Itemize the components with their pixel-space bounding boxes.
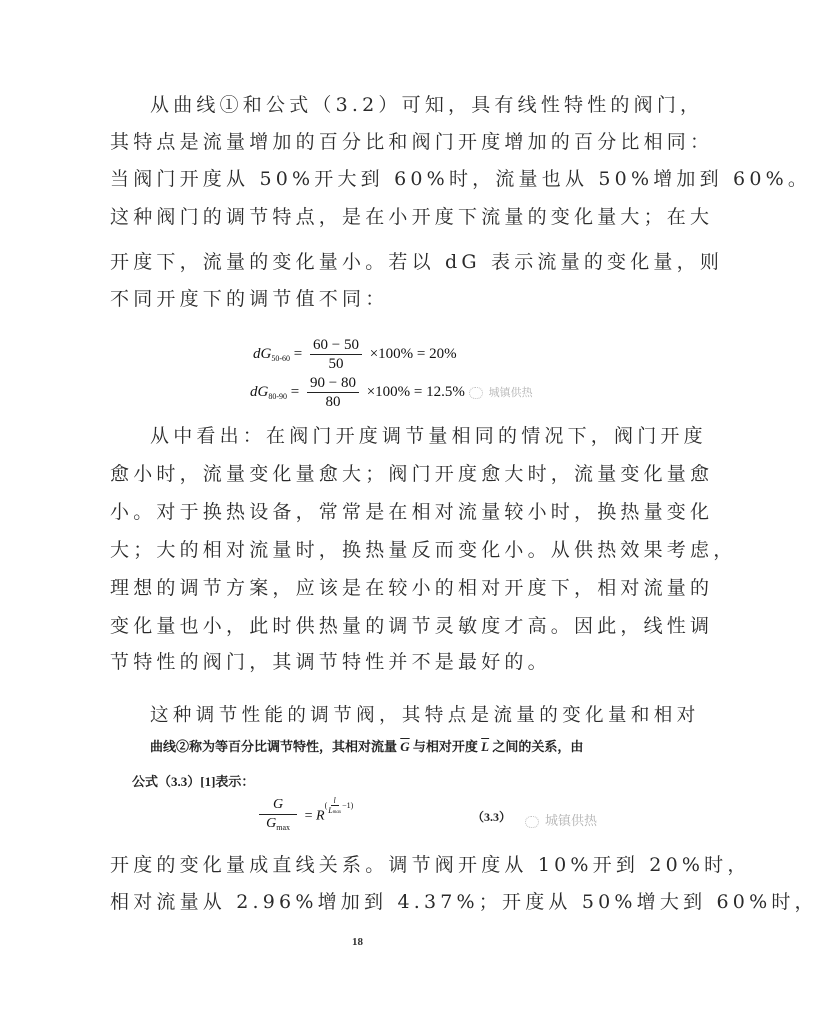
paragraph2-line-7: 节特性的阀门，其调节特性并不是最好的。 bbox=[110, 651, 551, 673]
paragraph1-line-3: 当阀门开度从 50%开大到 60%时，流量也从 50%增加到 60%。 bbox=[110, 168, 812, 190]
equation-number: （3.3） bbox=[472, 810, 512, 824]
paragraph3-line-3: 相对流量从 2.96%增加到 4.37%；开度从 50%增大到 60%时， bbox=[110, 891, 818, 913]
fraction-numerator: 60 − 50 bbox=[310, 336, 362, 355]
equals-sign: = bbox=[304, 808, 313, 824]
paragraph3-line-2: 开度的变化量成直线关系。调节阀开度从 10%开到 20%时， bbox=[110, 854, 751, 876]
formula-subscript: 50-60 bbox=[271, 353, 291, 363]
paragraph2-line-5: 理想的调节方案，应该是在较小的相对开度下，相对流量的 bbox=[110, 577, 714, 599]
fraction-denominator: $G_{max}$ bbox=[266, 816, 291, 832]
wechat-icon bbox=[525, 816, 539, 828]
formula-result: ×100% = 12.5% bbox=[366, 383, 465, 400]
paragraph1-line-2: 其特点是流量增加的百分比和阀门开度增加的百分比相同： bbox=[110, 131, 714, 153]
formula-subscript: 80-90 bbox=[268, 391, 288, 401]
paragraph2-line-1: 从中看出：在阀门开度调节量相同的情况下，阀门开度 bbox=[150, 425, 707, 447]
paragraph1-line-5: 开度下，流量的变化量小。若以 dG 表示流量的变化量，则 bbox=[110, 251, 724, 273]
paragraph2-line-6: 变化量也小，此时供热量的调节灵敏度才高。因此，线性调 bbox=[110, 615, 714, 637]
fraction-numerator: G bbox=[259, 796, 297, 815]
paragraph1-line-4: 这种阀门的调节特点，是在小开度下流量的变化量大；在大 bbox=[110, 206, 714, 228]
fraction-denominator: 80 bbox=[325, 394, 341, 410]
formula-lhs: dG bbox=[253, 345, 272, 362]
paragraph1-line-6: 不同开度下的调节值不同： bbox=[110, 288, 389, 310]
formula-fraction bbox=[259, 796, 297, 837]
inserted-text-a: 曲线②称为等百分比调节特性，其相对流量 bbox=[150, 739, 398, 754]
fraction-denominator: 50 bbox=[328, 356, 344, 372]
formula-reference-line: 公式（3.3）[1]表示： bbox=[132, 774, 255, 789]
formula-lhs: dG bbox=[250, 383, 269, 400]
page-number: 18 bbox=[352, 936, 363, 948]
inserted-text-c: 之间的关系，由 bbox=[492, 739, 584, 754]
formula-result: ×100% = 20% bbox=[369, 345, 457, 362]
symbol-l-bar: $\overline{L}$ bbox=[481, 739, 490, 754]
formula-fraction bbox=[310, 336, 362, 373]
paragraph2-line-2: 愈小时，流量变化量愈大；阀门开度愈大时，流量变化量愈 bbox=[110, 463, 714, 485]
formula-3-3 bbox=[255, 796, 353, 837]
formula-dg-80-90: $dG_{80-90}$ = $\frac{90 - 80}{80}$ ×100% = 12.5% 城镇供热 bbox=[250, 375, 533, 410]
formula-dg-50-60: $dG_{50-60}$ = $\frac{60 - 50}{50}$ ×100% = 20% bbox=[253, 337, 457, 372]
paragraph2-line-4: 大；大的相对流量时，换热量反而变化小。从供热效果考虑， bbox=[110, 539, 737, 561]
inserted-text-line bbox=[150, 736, 583, 755]
watermark: 城镇供热 bbox=[525, 810, 597, 829]
formula-base: R bbox=[316, 808, 325, 824]
wechat-icon bbox=[469, 387, 483, 399]
paragraph1-line-1: 从曲线①和公式（3.2）可知，具有线性特性的阀门， bbox=[150, 94, 704, 116]
inserted-text-b: 与相对开度 bbox=[412, 739, 478, 754]
formula-exponent: ( l Lmax −1) bbox=[324, 795, 354, 815]
paragraph3-line-1: 这种调节性能的调节阀，其特点是流量的变化量和相对 bbox=[150, 705, 700, 726]
watermark: 城镇供热 bbox=[469, 386, 533, 399]
fraction-numerator: 90 − 80 bbox=[307, 374, 359, 393]
symbol-g-bar: $\overline{G}$ bbox=[400, 739, 410, 754]
paragraph2-line-3: 小。对于换热设备，常常是在相对流量较小时，换热量变化 bbox=[110, 501, 714, 523]
formula-fraction bbox=[307, 374, 359, 411]
